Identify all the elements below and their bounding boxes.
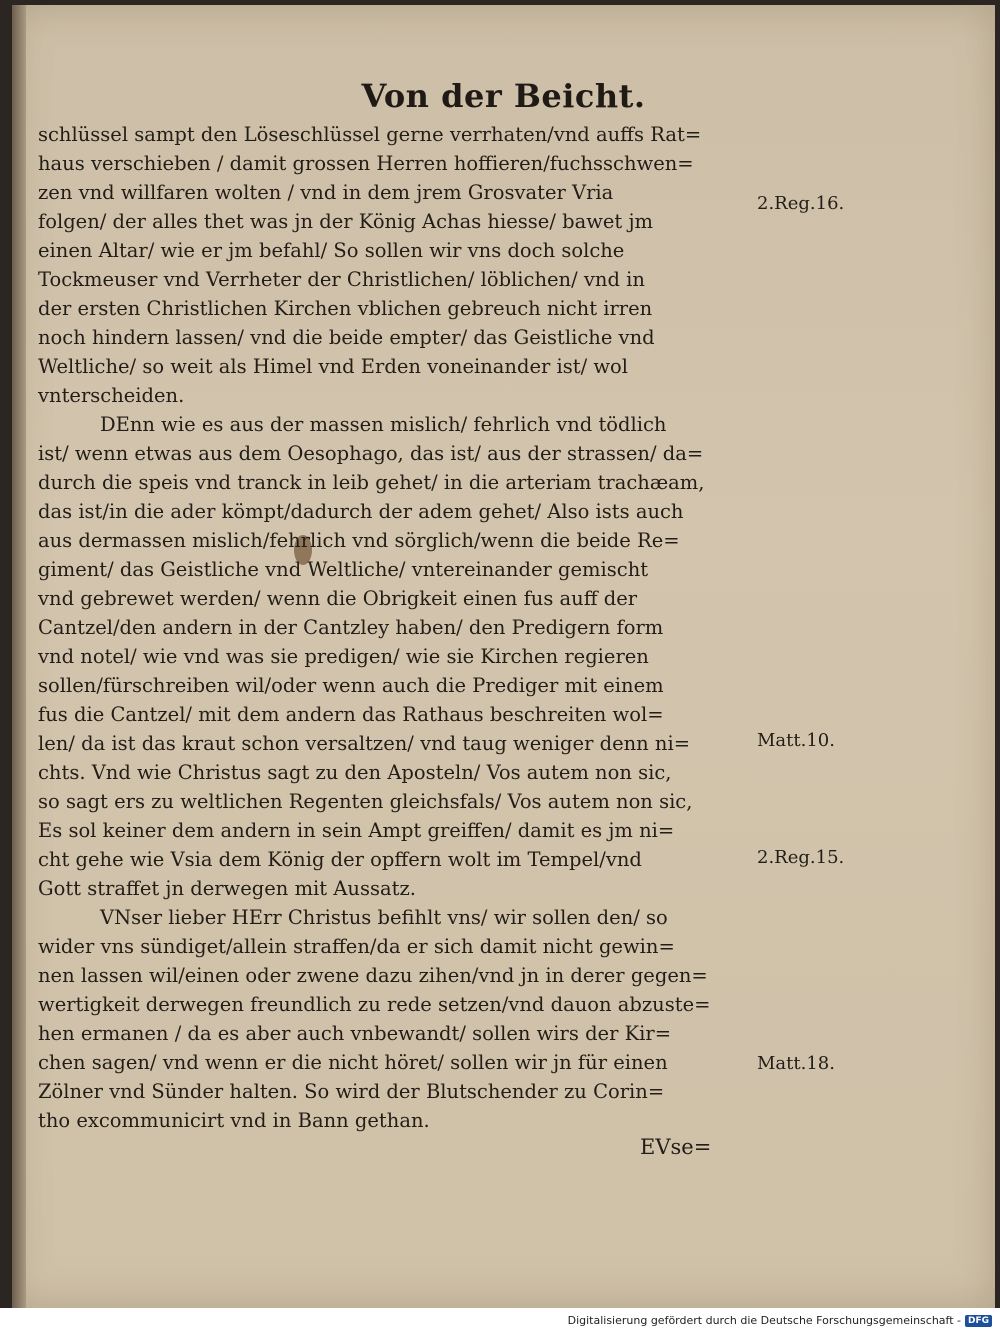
- text-line: len/ da ist das kraut schon versaltzen/ vnd taug weniger denn ni=: [38, 732, 691, 755]
- funding-credit: Digitalisierung gefördert durch die Deutsche Forschungsgemeinschaft -: [567, 1314, 961, 1327]
- text-line: Weltliche/ so weit als Himel vnd Erden voneinander ist/ wol: [38, 355, 629, 378]
- text-line: chen sagen/ vnd wenn er die nicht höret/ sollen wir jn für einen: [38, 1051, 668, 1074]
- text-line: Es sol keiner dem andern in sein Ampt greiffen/ damit es jm ni=: [38, 819, 675, 842]
- text-line: DEnn wie es aus der massen mislich/ fehrlich vnd tödlich: [100, 413, 667, 436]
- margin-note-reg15: 2.Reg.15.: [757, 847, 845, 868]
- text-line: zen vnd willfaren wolten / vnd in dem jrem Grosvater Vria: [38, 181, 614, 204]
- text-line: durch die speis vnd tranck in leib gehet/ in die arteriam trachæam,: [38, 471, 705, 494]
- catchword: EVse=: [640, 1135, 712, 1159]
- body-text: [38, 120, 758, 1135]
- text-line: schlüssel sampt den Löseschlüssel gerne verrhaten/vnd auffs Rat=: [38, 123, 702, 146]
- text-line: wertigkeit derwegen freundlich zu rede setzen/vnd dauon abzuste=: [38, 993, 711, 1016]
- text-line: haus verschieben / damit grossen Herren hoffieren/fuchsschwen=: [38, 152, 694, 175]
- text-line: tho excommunicirt vnd in Bann gethan.: [38, 1109, 430, 1132]
- text-line: so sagt ers zu weltlichen Regenten gleichsfals/ Vos autem non sic,: [38, 790, 693, 813]
- text-line: noch hindern lassen/ vnd die beide empter/ das Geistliche vnd: [38, 326, 655, 349]
- text-line: folgen/ der alles thet was jn der König Achas hiesse/ bawet jm: [38, 210, 653, 233]
- book-page: [12, 5, 995, 1308]
- margin-note-matt10: Matt.10.: [757, 730, 835, 751]
- text-line: vnterscheiden.: [38, 384, 185, 407]
- text-line: chts. Vnd wie Christus sagt zu den Aposteln/ Vos autem non sic,: [38, 761, 672, 784]
- text-line: cht gehe wie Vsia dem König der opffern wolt im Tempel/vnd: [38, 848, 642, 871]
- text-line: Gott straffet jn derwegen mit Aussatz.: [38, 877, 416, 900]
- page-spine-shadow: [12, 5, 26, 1308]
- text-line: vnd notel/ wie vnd was sie predigen/ wie sie Kirchen regieren: [38, 645, 649, 668]
- text-line: sollen/fürschreiben wil/oder wenn auch die Prediger mit einem: [38, 674, 664, 697]
- text-line: Cantzel/den andern in der Cantzley haben/ den Predigern form: [38, 616, 664, 639]
- text-line: der ersten Christlichen Kirchen vblichen gebreuch nicht irren: [38, 297, 653, 320]
- text-line: giment/ das Geistliche vnd Weltliche/ vntereinander gemischt: [38, 558, 649, 581]
- page-title: Von der Beicht.: [361, 77, 646, 115]
- text-line: fus die Cantzel/ mit dem andern das Rathaus beschreiten wol=: [38, 703, 664, 726]
- text-line: hen ermanen / da es aber auch vnbewandt/ sollen wirs der Kir=: [38, 1022, 672, 1045]
- text-line: vnd gebrewet werden/ wenn die Obrigkeit einen fus auff der: [38, 587, 638, 610]
- text-line: nen lassen wil/einen oder zwene dazu zihen/vnd jn in derer gegen=: [38, 964, 708, 987]
- text-line: ist/ wenn etwas aus dem Oesophago, das ist/ aus der strassen/ da=: [38, 442, 704, 465]
- margin-note-matt18: Matt.18.: [757, 1053, 835, 1074]
- margin-note-reg16: 2.Reg.16.: [757, 193, 845, 214]
- dfg-logo: DFG: [965, 1315, 992, 1327]
- text-line: Tockmeuser vnd Verrheter der Christlichen/ löblichen/ vnd in: [38, 268, 645, 291]
- text-line: VNser lieber HErr Christus befihlt vns/ wir sollen den/ so: [100, 906, 668, 929]
- funding-footer: [568, 1314, 992, 1327]
- text-line: das ist/in die ader kömpt/dadurch der adem gehet/ Also ists auch: [38, 500, 684, 523]
- text-line: wider vns sündiget/allein straffen/da er sich damit nicht gewin=: [38, 935, 675, 958]
- text-line: aus dermassen mislich/fehrlich vnd sörglich/wenn die beide Re=: [38, 529, 680, 552]
- text-line: einen Altar/ wie er jm befahl/ So sollen wir vns doch solche: [38, 239, 625, 262]
- text-line: Zölner vnd Sünder halten. So wird der Blutschender zu Corin=: [38, 1080, 665, 1103]
